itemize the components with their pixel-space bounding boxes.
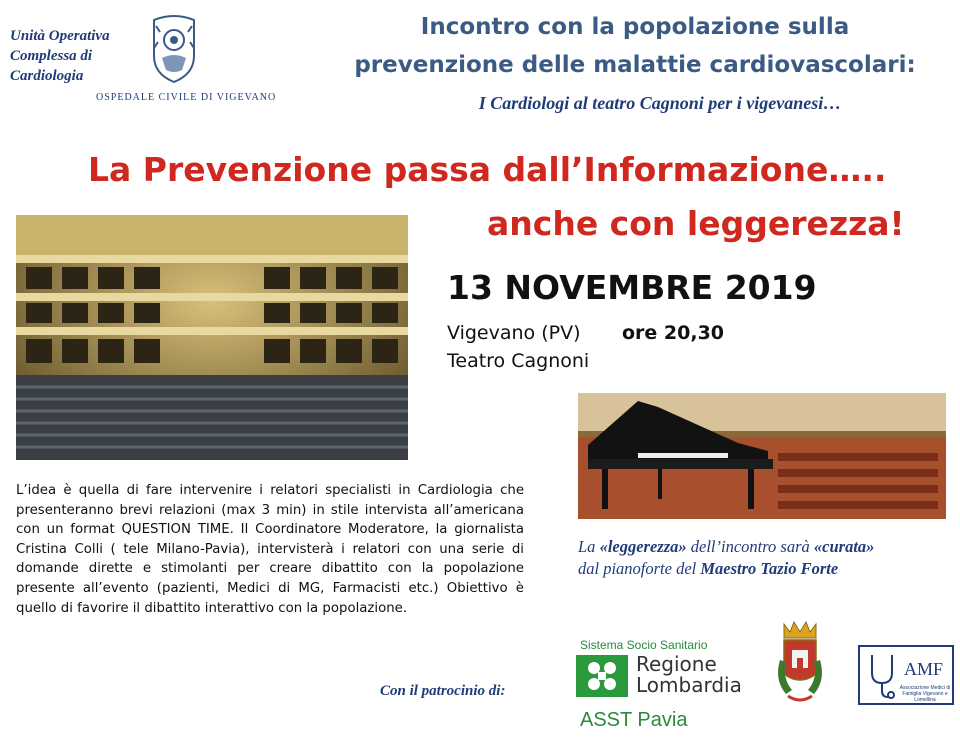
music-note-part-3: dal pianoforte del — [578, 559, 701, 578]
stethoscope-icon — [864, 651, 900, 701]
regione-lombardia-text — [636, 654, 742, 696]
region-line-1: Regione — [636, 652, 717, 676]
music-note-emphasis-1: «leggerezza» — [599, 537, 687, 556]
event-time: ore 20,30 — [622, 322, 725, 344]
unit-name — [10, 26, 150, 86]
slogan-line-1: La Prevenzione passa dall’Informazione….. — [88, 150, 887, 189]
theater-photo — [16, 215, 408, 460]
asst-label: ASST Pavia — [580, 709, 688, 731]
music-note-part-2: dell’incontro sarà — [686, 537, 814, 556]
music-note-emphasis-2: «curata» — [813, 537, 875, 556]
amf-acronym: AMF — [904, 659, 944, 679]
amf-subtitle: Associazione Medici di Famiglia Vigevano e Lomellina — [899, 685, 951, 703]
unit-line-2: Complessa di — [10, 48, 93, 64]
music-note-emphasis-3: Maestro Tazio Forte — [700, 559, 839, 578]
piano-photo — [578, 393, 946, 519]
slogan-line-2: anche con leggerezza! — [487, 204, 905, 243]
amf-logo — [858, 645, 954, 705]
hospital-seal-logo — [146, 12, 202, 84]
hospital-name: OSPEDALE CIVILE DI VIGEVANO — [96, 92, 277, 103]
vigevano-crest-logo — [770, 620, 830, 710]
regione-lombardia-logo-icon — [576, 655, 628, 697]
unit-line-1: Unità Operativa — [10, 28, 110, 44]
patronage-label: Con il patrocinio di: — [380, 683, 506, 699]
regional-system-label: Sistema Socio Sanitario — [580, 638, 708, 652]
music-note-part-1: La — [578, 537, 600, 556]
event-date: 13 NOVEMBRE 2019 — [447, 268, 817, 307]
description-paragraph: L’idea è quella di fare intervenire i relatori specialisti in Cardiologia che presenteranno brevi relazioni (max 3 min) in stile intervista all’americana con un format QUESTION TIME. Il Coordinatore Moderatore, la giornalista Cristina Colli ( tele Milano-Pavia), intervisterà i relatori con una serie di domande dirette e stimolanti per creare dibattito con la popolazione presente all’evento (pazienti, Medici di MG, Farmacisti etc.) Obiettivo è quello di favorire il dibattito interattivo con la popolazione. — [16, 483, 524, 616]
title-line-2: prevenzione delle malattie cardiovascolari: — [354, 52, 916, 78]
title-line-1: Incontro con la popolazione sulla — [420, 14, 850, 40]
music-note — [578, 536, 950, 580]
unit-line-3: Cardiologia — [10, 68, 84, 84]
subtitle: I Cardiologi al teatro Cagnoni per i vigevanesi… — [478, 93, 842, 113]
region-line-2: Lombardia — [636, 673, 742, 697]
event-place: Vigevano (PV) — [447, 322, 581, 344]
event-venue: Teatro Cagnoni — [447, 350, 590, 372]
